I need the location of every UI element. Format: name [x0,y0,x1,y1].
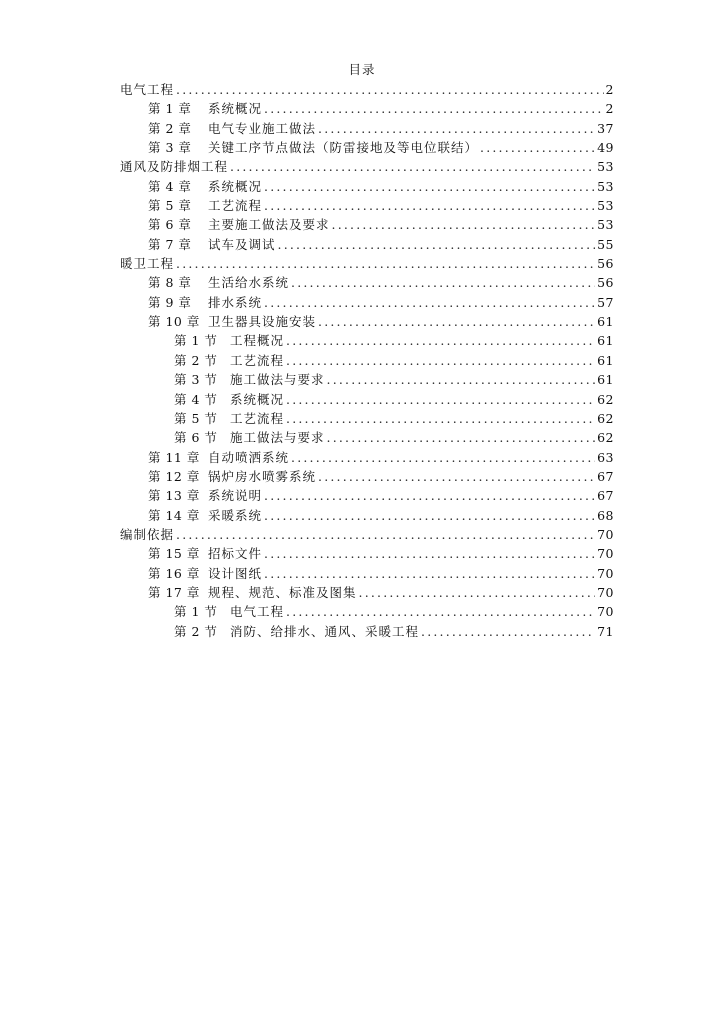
dot-leader [286,351,595,370]
toc-entry-section[interactable] [120,351,614,370]
dot-leader [286,390,595,409]
toc-entry-chapter[interactable] [120,467,614,486]
toc-entry-section[interactable] [120,428,614,447]
toc-page-number: 2 [605,82,614,97]
toc-entry-chapter[interactable] [120,486,614,505]
toc-page-number: 70 [597,526,614,542]
toc-page-number: 37 [597,120,614,136]
toc-page-number: 61 [597,352,614,368]
dot-leader [264,293,595,312]
toc-page-number: 56 [597,275,614,291]
toc-entry-chapter[interactable] [120,235,614,254]
toc-entry-section[interactable] [120,409,614,428]
toc-entry-label: 排水系统 [208,294,263,310]
toc-entry-label: 施工做法与要求 [230,430,325,446]
toc-entry-number: 第 5 章 [148,198,192,214]
toc-entry-number: 第 13 章 [148,488,200,504]
dot-leader [480,138,595,157]
toc-entry-number: 第 14 章 [148,507,200,523]
toc-page-number: 55 [597,236,614,252]
toc-entry-chapter[interactable] [120,138,614,157]
toc-entry-label: 电气专业施工做法 [208,120,317,136]
toc-entry-label: 自动喷洒系统 [208,449,290,465]
toc-page-number: 67 [597,488,614,504]
toc-page-number: 57 [597,294,614,310]
dot-leader [286,331,595,350]
toc-entry-chapter[interactable] [120,99,614,118]
toc-entry-label: 规程、规范、标准及图集 [208,584,357,600]
toc-page-number: 62 [597,430,614,446]
dot-leader [359,583,596,602]
toc-entry-label: 工程概况 [230,333,285,349]
dot-leader [264,177,595,196]
toc-entry-number: 第 2 节 [174,623,218,639]
toc-entry-label: 系统概况 [208,101,263,117]
toc-entry-label: 工艺流程 [208,198,263,214]
toc-entry-number: 第 1 节 [174,604,218,620]
dot-leader [230,157,595,176]
dot-leader [421,622,595,641]
dot-leader [176,254,595,273]
toc-page-number: 70 [597,584,614,600]
toc-entry-number: 第 3 节 [174,372,218,388]
dot-leader [327,428,596,447]
dot-leader [264,196,595,215]
toc-entry-chapter[interactable] [120,293,614,312]
toc-entry-chapter[interactable] [120,177,614,196]
toc-entry-label: 主要施工做法及要求 [208,217,330,233]
dot-leader [291,273,595,292]
dot-leader [264,544,595,563]
toc-page-number: 53 [597,178,614,194]
toc-entry-number: 第 12 章 [148,468,200,484]
toc-entry-section[interactable] [120,622,614,641]
toc-page-number: 53 [597,217,614,233]
toc-entry-label: 系统概况 [230,391,285,407]
toc-entry-number: 第 5 节 [174,410,218,426]
toc-entry-label: 关键工序节点做法（防雷接地及等电位联结） [208,140,479,156]
toc-entry-number: 第 3 章 [148,140,192,156]
toc-entry-chapter[interactable] [120,273,614,292]
toc-page-number: 70 [597,546,614,562]
toc-entry-number: 第 11 章 [148,449,200,465]
toc-entry-number: 第 1 章 [148,101,192,117]
toc-page-number: 70 [597,565,614,581]
dot-leader [332,215,596,234]
toc-entry-number: 第 2 章 [148,120,192,136]
toc-entry-chapter[interactable] [120,448,614,467]
toc-entry-label: 卫生器具设施安装 [208,314,317,330]
toc-entry-chapter[interactable] [120,119,614,138]
toc-page-number: 62 [597,391,614,407]
toc-entry-label: 招标文件 [208,546,263,562]
toc-entry-chapter[interactable] [120,583,614,602]
toc-entry-part[interactable] [120,157,614,176]
dot-leader [318,119,595,138]
toc-page-number: 62 [597,410,614,426]
toc-entry-label: 设计图纸 [208,565,263,581]
toc-entry-label: 施工做法与要求 [230,372,325,388]
dot-leader [318,312,595,331]
toc-page-number: 53 [597,159,614,175]
dot-leader [176,525,595,544]
dot-leader [286,602,595,621]
toc-page-number: 71 [597,623,614,639]
toc-page-number: 68 [597,507,614,523]
toc-page-number: 61 [597,314,614,330]
toc-entry-label: 电气工程 [230,604,285,620]
toc-entry-label: 采暖系统 [208,507,263,523]
toc-entry-part[interactable] [120,525,614,544]
toc-entry-part[interactable] [120,80,614,99]
toc-entry-label: 电气工程 [120,82,175,97]
toc-entry-chapter[interactable] [120,215,614,234]
toc-entry-label: 工艺流程 [230,410,285,426]
toc-page-number: 67 [597,468,614,484]
toc-entry-number: 第 9 章 [148,294,192,310]
toc-entry-label: 系统概况 [208,178,263,194]
dot-leader [286,409,595,428]
toc-entry-number: 第 2 节 [174,352,218,368]
toc-page-number: 2 [605,101,614,117]
dot-leader [278,235,596,254]
dot-leader [176,80,604,99]
toc-title: 目录 [348,62,376,77]
dot-leader [264,506,595,525]
toc-entry-part[interactable] [120,254,614,273]
toc-entry-label: 编制依据 [120,526,175,542]
toc-entry-number: 第 6 节 [174,430,218,446]
toc-entry-label: 生活给水系统 [208,275,290,291]
toc-entry-chapter[interactable] [120,196,614,215]
table-of-contents [120,80,614,641]
toc-entry-chapter[interactable] [120,312,614,331]
toc-entry-number: 第 4 节 [174,391,218,407]
toc-entry-chapter[interactable] [120,564,614,583]
toc-entry-label: 工艺流程 [230,352,285,368]
toc-page-number: 70 [597,604,614,620]
toc-entry-number: 第 7 章 [148,236,192,252]
toc-page-number: 49 [597,140,614,156]
toc-entry-section[interactable] [120,602,614,621]
toc-entry-section[interactable] [120,390,614,409]
toc-entry-label: 暖卫工程 [120,256,175,272]
toc-entry-label: 通风及防排烟工程 [120,159,229,175]
toc-entry-number: 第 8 章 [148,275,192,291]
dot-leader [264,564,595,583]
toc-entry-number: 第 1 节 [174,333,218,349]
toc-entry-number: 第 16 章 [148,565,200,581]
dot-leader [264,486,595,505]
dot-leader [318,467,595,486]
toc-page-number: 61 [597,333,614,349]
toc-page-number: 61 [597,372,614,388]
toc-page-number: 53 [597,198,614,214]
toc-entry-chapter[interactable] [120,506,614,525]
dot-leader [327,370,596,389]
toc-entry-label: 系统说明 [208,488,263,504]
toc-page-number: 56 [597,256,614,272]
toc-entry-number: 第 17 章 [148,584,200,600]
dot-leader [264,99,604,118]
toc-entry-chapter[interactable] [120,544,614,563]
toc-entry-number: 第 10 章 [148,314,200,330]
toc-entry-number: 第 4 章 [148,178,192,194]
toc-entry-number: 第 15 章 [148,546,200,562]
toc-entry-label: 消防、给排水、通风、采暖工程 [230,623,420,639]
toc-entry-label: 试车及调试 [208,236,276,252]
toc-entry-label: 锅炉房水喷雾系统 [208,468,317,484]
toc-entry-section[interactable] [120,331,614,350]
dot-leader [291,448,595,467]
toc-page-number: 63 [597,449,614,465]
toc-entry-number: 第 6 章 [148,217,192,233]
toc-entry-section[interactable] [120,370,614,389]
